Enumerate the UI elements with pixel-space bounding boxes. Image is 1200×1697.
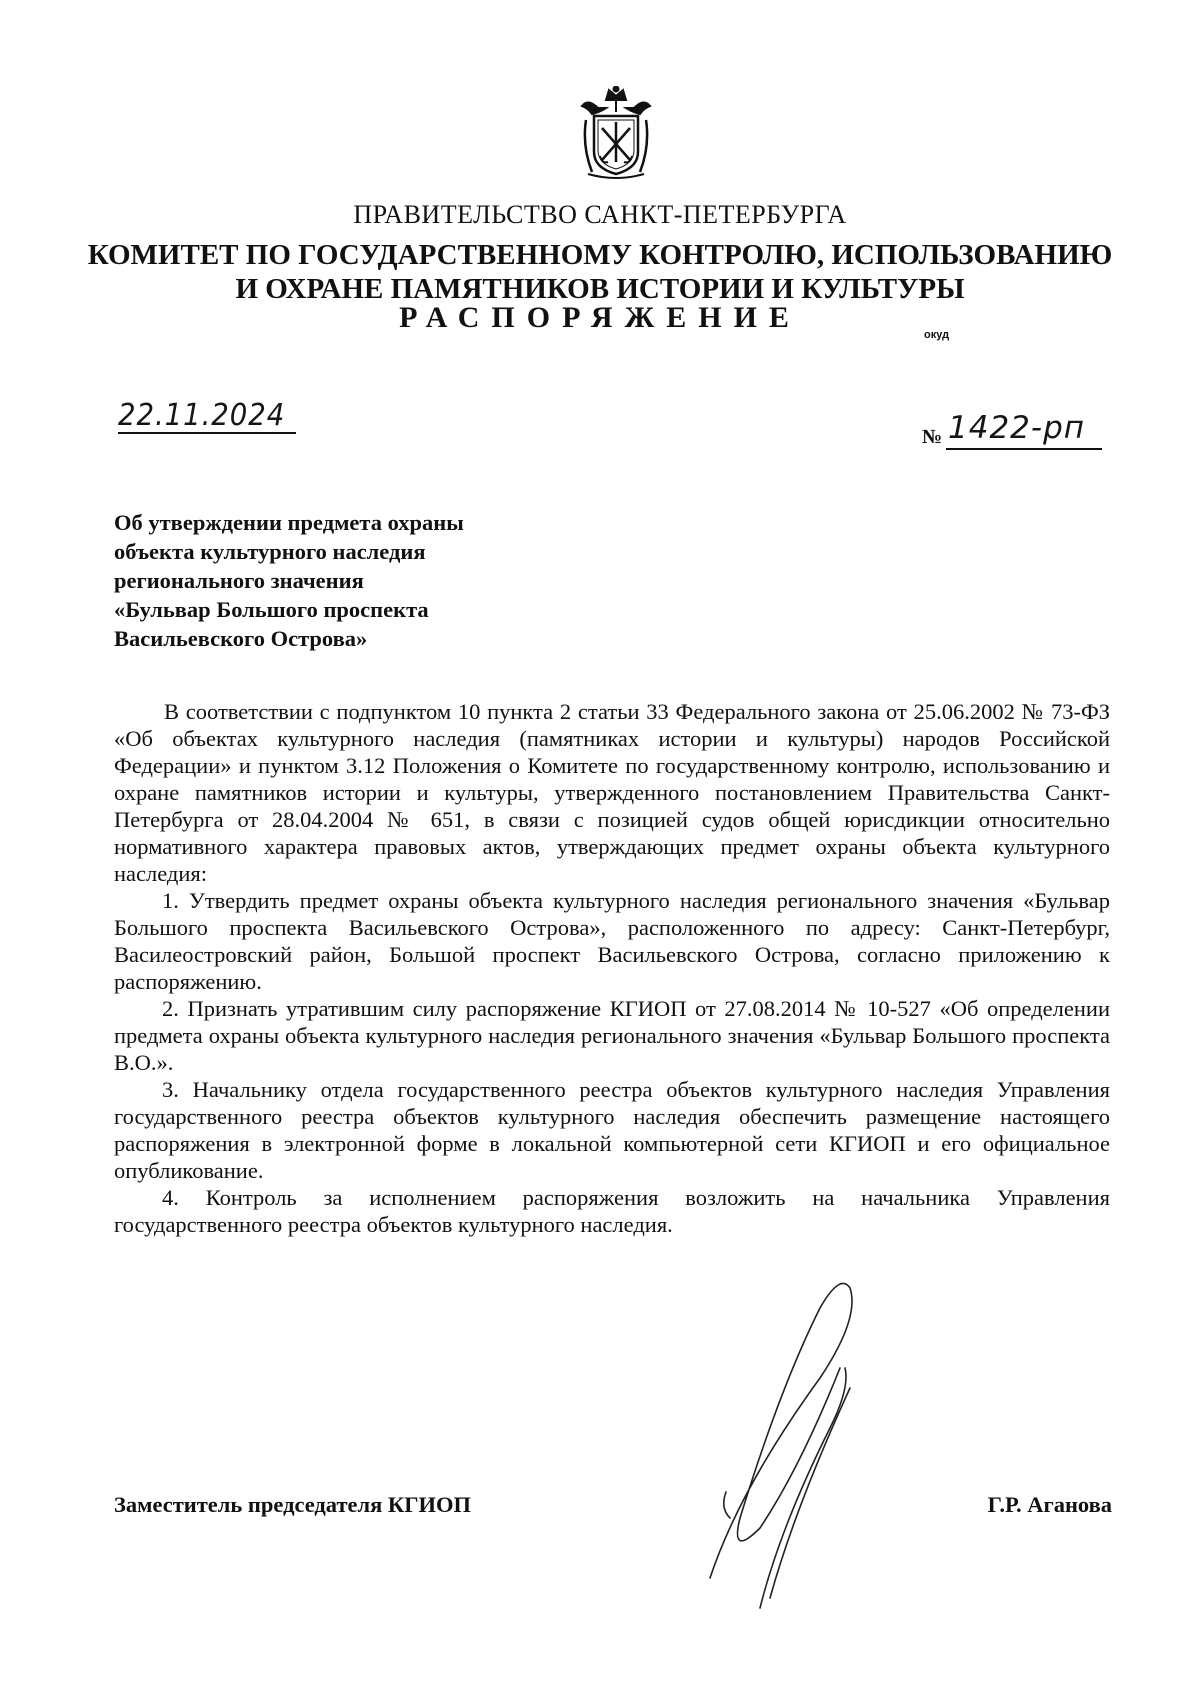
signatory-title: Заместитель председателя КГИОП — [114, 1492, 472, 1517]
coat-of-arms-icon — [578, 86, 654, 182]
number-sign: № — [922, 426, 943, 448]
document-subject — [114, 508, 464, 653]
committee-name-line1: КОМИТЕТ ПО ГОСУДАРСТВЕННОМУ КОНТРОЛЮ, ИСПОЛЬЗОВАНИЮ — [87, 239, 1113, 271]
committee-name — [0, 238, 1200, 306]
subject-line: «Бульвар Большого проспекта — [114, 597, 429, 622]
item-2-paragraph: 2. Признать утратившим силу распоряжение КГИОП от 27.08.2014 № 10-527 «Об определении предмета охраны объекта культурного наследия регионального значения «Бульвар Большого проспекта В.О.». — [114, 996, 1110, 1075]
item-4-paragraph: 4. Контроль за исполнением распоряжения возложить на начальника Управления государственного реестра объектов культурного наследия. — [114, 1185, 1110, 1237]
date-underline — [118, 432, 296, 434]
document-type-title: РАСПОРЯЖЕНИЕ — [399, 301, 801, 334]
document-number-value: 1422-рп — [948, 410, 1086, 446]
preamble-paragraph: В соответствии с подпунктом 10 пункта 2 статьи 33 Федерального закона от 25.06.2002 № 73-ФЗ «Об объектах культурного наследия (памятниках истории и культуры) народов Российской Федерации» и пунктом 3.12 Положения о Комитете по государственному контролю, использованию и охране памятников истории и культуры, утвержденного постановлением Правительства Санкт-Петербурга от 28.04.2004 № 651, в связи с позицией судов общей юрисдикции относительно нормативного характера правовых актов, утверждающих предмет охраны объекта культурного наследия: — [114, 699, 1110, 886]
subject-line: Об утверждении предмета охраны — [114, 510, 464, 535]
document-date — [118, 398, 296, 434]
signatory-name: Г.Р. Аганова — [987, 1492, 1112, 1517]
committee-name-line2: И ОХРАНЕ ПАМЯТНИКОВ ИСТОРИИ И КУЛЬТУРЫ — [235, 273, 965, 305]
number-underline — [946, 448, 1102, 450]
document-date-value: 22.11.2024 — [118, 398, 286, 433]
document-number — [922, 412, 1102, 452]
subject-line: объекта культурного наследия — [114, 539, 426, 564]
item-3-paragraph: 3. Начальнику отдела государственного реестра объектов культурного наследия Управления государственного реестра объектов культурного наследия обеспечить размещение настоящего распоряжения в электронной форме в локальной компьютерной сети КГИОП и его официальное опубликование. — [114, 1077, 1110, 1183]
okud-label: окуд — [924, 329, 950, 341]
government-name: ПРАВИТЕЛЬСТВО САНКТ-ПЕТЕРБУРГА — [353, 200, 847, 229]
handwritten-signature — [700, 1268, 930, 1618]
item-1-paragraph: 1. Утвердить предмет охраны объекта культурного наследия регионального значения «Бульвар Большого проспекта Васильевского Острова», расположенного по адресу: Санкт-Петербург, Василеостровский район, Большой проспект Васильевского Острова, согласно приложению к распоряжению. — [114, 888, 1110, 994]
subject-line: регионального значения — [114, 568, 364, 593]
subject-line: Васильевского Острова» — [114, 626, 368, 651]
document-body — [114, 698, 1110, 1238]
